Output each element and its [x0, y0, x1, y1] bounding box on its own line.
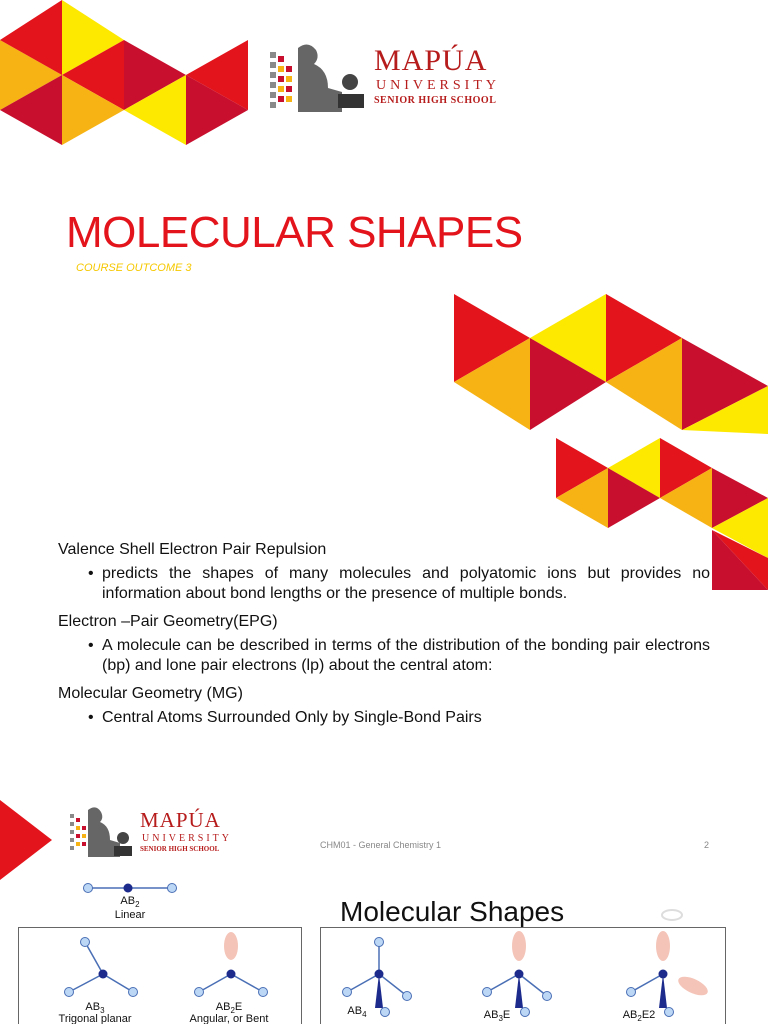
- slide-body: [58, 540, 710, 736]
- ab2-formula: $AB_2$: [120, 895, 140, 910]
- section-heading-epg: Electron –Pair Geometry(EPG): [58, 613, 278, 630]
- slide-2: [0, 790, 768, 1024]
- ab3-name: Trigonal planar: [58, 1013, 132, 1024]
- ab3-molecule: [63, 936, 143, 1004]
- list-item: • predicts the shapes of many molecules and polyatomic ions but provides no information about bond lengths or the presence of multiple bonds.: [58, 564, 710, 604]
- ab2e2-formula: $AB_2E2$: [622, 1009, 656, 1024]
- logo-university: UNIVERSITY: [142, 833, 232, 844]
- section-heading-mg: Molecular Geometry (MG): [58, 685, 243, 702]
- logo-university: UNIVERSITY: [376, 78, 500, 93]
- logo-school: SENIOR HIGH SCHOOL: [374, 95, 497, 106]
- ellipse-decoration: [660, 908, 684, 922]
- slide-title: MOLECULAR SHAPES: [66, 208, 523, 257]
- left-shapes-panel: [18, 927, 302, 1024]
- list-item: • A molecule can be described in terms of the distribution of the bonding pair electrons (bp) and lone pair electrons (lp) about the central atom:: [58, 636, 710, 676]
- ab2-name: Linear: [114, 909, 146, 921]
- ab2e-formula: $AB_2E$: [215, 1001, 243, 1016]
- mapua-logo-small: [68, 804, 238, 864]
- triangle-decoration-top: [0, 0, 250, 150]
- logo-emblem-icon: [68, 804, 134, 860]
- ab3-formula: $AB_3$: [85, 1001, 105, 1016]
- section-list-vsepr: [58, 564, 710, 604]
- section-list-mg: [58, 708, 710, 728]
- footer-course: CHM01 - General Chemistry 1: [320, 840, 442, 850]
- section-heading-vsepr: Valence Shell Electron Pair Repulsion: [58, 541, 327, 558]
- logo-name: MAPÚA: [140, 808, 221, 832]
- logo-name: MAPÚA: [374, 44, 488, 77]
- right-shapes-panel: [320, 927, 726, 1024]
- ab3e-molecule: [477, 928, 557, 1018]
- red-arrow-decoration: [0, 800, 56, 880]
- ab2e2-molecule: [617, 928, 717, 1018]
- diagram-title: Molecular Shapes: [340, 896, 565, 927]
- mapua-logo: [268, 38, 508, 118]
- ab2e-molecule: [189, 930, 269, 1004]
- ab3e-formula: $AB_3E$: [483, 1009, 511, 1024]
- page-number: 2: [704, 840, 710, 850]
- list-item: • Central Atoms Surrounded Only by Single-Bond Pairs: [58, 708, 710, 728]
- logo-emblem-icon: [268, 38, 368, 114]
- ab2e-name: Angular, or Bent: [189, 1013, 269, 1024]
- section-list-epg: [58, 636, 710, 676]
- slide-subtitle: COURSE OUTCOME 3: [76, 262, 192, 274]
- ab2-linear-molecule: [80, 882, 180, 894]
- logo-school: SENIOR HIGH SCHOOL: [140, 845, 220, 853]
- ab4-formula: $AB_4$: [347, 1005, 367, 1020]
